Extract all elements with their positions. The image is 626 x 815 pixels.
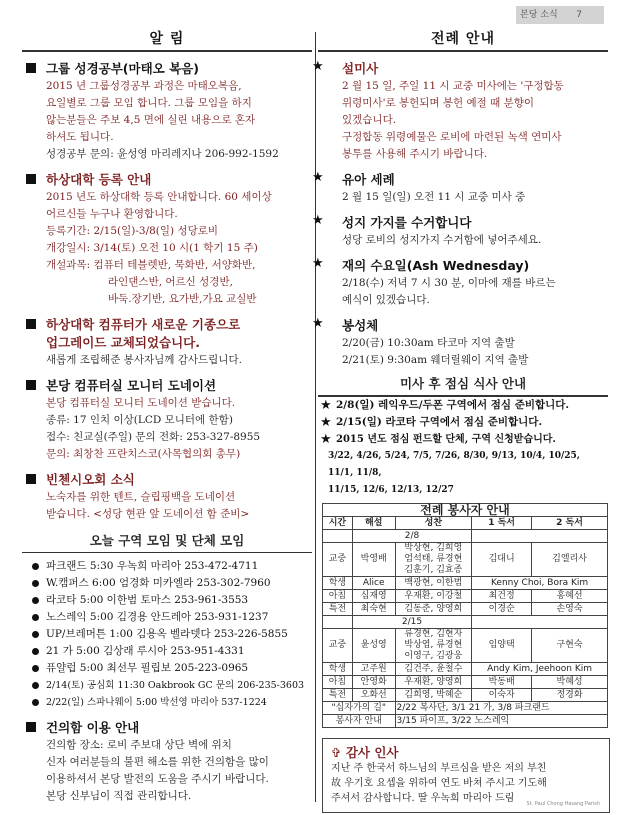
col-header: 해설 [352,517,395,530]
liturgy-line: 있겠습니다. [342,114,397,126]
liturgy-palm-collection [312,213,608,249]
meeting-row [32,660,312,677]
volunteer-row [323,676,608,689]
star-icon: ★ [312,170,324,185]
volunteer-cell: 우재환, 이강철 [395,590,472,603]
page-number: 7 [576,10,582,20]
lunch-row [318,414,608,431]
notice-vincent-society [22,471,312,523]
lunch-dates: 3/22, 4/26, 5/24, 7/5, 7/26, 8/30, 9/13, 10/4, 10/25, 11/1, 11/8, [328,451,580,478]
square-bullet-icon [26,722,36,732]
volunteer-cell: 홍혜선 [532,590,608,603]
notice-title: 빈첸시오회 소식 [46,472,135,487]
notice-line: 신자 여러분들의 불편 해소를 위한 건의함을 많이 [46,756,269,768]
lunch-row [318,397,608,414]
liturgy-column [312,28,608,813]
volunteer-header-row [323,517,608,530]
liturgy-line: 봉투를 사용해 주시기 바랍니다. [342,148,488,160]
volunteer-cell: 교중 [323,629,353,663]
date-cell [472,616,608,629]
notice-line: 개강일시: 3/14(토) 오전 10 시(1 학기 15 주) [46,242,258,254]
dot-bullet-icon [32,682,39,689]
meeting-text: 21 가 5:00 김상래 루시아 253-951-4331 [46,645,245,657]
notice-line: 새롭게 조립해준 봉사자님께 감사드립니다. [46,354,242,366]
volunteer-cell: 구현숙 [532,629,608,663]
volunteer-cell: 최건정 [472,590,532,603]
volunteer-cell: 백광현, 이한범 [395,577,472,590]
notice-line: 요일별로 그룹 모임 합니다. 그룹 모임을 하지 [46,97,252,109]
liturgy-item-title: 설미사 [342,61,379,76]
thanks-line: 주셔서 감사합니다. 딸 우녹희 마리아 드림 [331,793,515,804]
volunteer-table-title: 전례 봉사자 안내 [323,504,608,517]
volunteer-cell: 김희영, 박혜순 [395,689,472,702]
volunteer-cell: 김대니 [472,543,532,577]
thanks-title [331,743,601,761]
volunteer-cell: 윤성영 [352,629,395,663]
liturgy-line: 구정합동 위령예물은 로비에 마련된 녹색 연미사 [342,131,562,143]
cross-label: 봉사자 안내 [323,715,396,728]
volunteer-cell: 학생 [323,577,353,590]
star-icon: ★ [320,432,332,447]
volunteer-row [323,577,608,590]
meeting-text: 노스레익 5:00 김경용 안드레아 253-931-1237 [46,611,269,623]
notice-title: 하상대학 등록 안내 [46,172,152,187]
dot-bullet-icon [32,699,39,706]
cross-schedule: 3/15 파이프, 3/22 노스레익 [395,715,607,728]
notice-line: 본당 컴퓨터실 모니터 도네이션 받습니다. [46,397,236,409]
meeting-row [32,677,312,694]
dot-bullet-icon [32,631,39,638]
notice-title: 본당 컴퓨터실 모니터 도네이션 [46,378,217,393]
volunteer-cell: 특전 [323,689,353,702]
dot-bullet-icon [32,580,39,587]
notice-line: 문의: 최창찬 프란치스코(사목협의회 총무) [46,448,241,460]
meeting-text: UP/브레머튼 1:00 김용옥 벨라뎃다 253-226-5855 [46,628,288,640]
volunteer-cell: 정경화 [532,689,608,702]
notice-line: 이용하셔서 본당 발전의 도움을 주시기 바랍니다. [46,773,269,785]
liturgy-line: 성당 로비의 성지가지 수거함에 넣어주세요. [342,234,542,246]
volunteer-cell: 박동배 [472,676,532,689]
notice-line: 라인댄스반, 어르신 성경반, [108,276,233,288]
date-cell [323,530,353,543]
volunteer-cell: 임양택 [472,629,532,663]
notice-computer-upgrade [22,316,312,369]
date-cell [472,530,608,543]
volunteer-cell: 이숙자 [472,689,532,702]
date-cell: 2/15 [352,616,471,629]
lunch-row [318,431,608,448]
notice-line: 종류: 17 인치 이상(LCD 모니터에 한함) [46,414,233,426]
column-divider [315,32,316,802]
date-row [323,616,608,629]
volunteer-cell: 손영숙 [532,603,608,616]
volunteer-table [322,503,608,728]
volunteer-cell: 학생 [323,663,353,676]
liturgy-communion-visit [312,316,608,369]
dot-bullet-icon [32,614,39,621]
volunteer-cell: 아침 [323,676,353,689]
volunteer-cell: 교중 [323,543,353,577]
footer-parish: St. Paul Chong Hasang Parish [526,801,600,807]
dot-bullet-icon [32,665,39,672]
notice-line: 2015 년도 하상대학 등록 안내합니다. 60 세이상 [46,191,272,203]
notice-line: 개설과목: 컴퓨터 테블렛반, 묵화반, 서양화반, [46,259,256,271]
thanks-line: 故 우기호 요셉을 위하여 연도 바쳐 주시고 기도해 [331,778,547,789]
meeting-row [32,643,312,660]
notice-line: 성경공부 문의: 윤성영 마리레지나 206-992-1592 [46,148,279,160]
date-cell: 2/8 [352,530,471,543]
volunteer-cell: 박혜성 [532,676,608,689]
volunteer-cell: Alice [352,577,395,590]
meeting-row [32,609,312,626]
meetings-list [22,558,312,711]
liturgy-item-title: 봉성체 [342,318,379,333]
notice-line: 바둑.장기반, 요가반,가요 교실반 [108,293,257,305]
star-icon: ★ [312,316,324,331]
lunch-section [318,371,608,499]
volunteer-cell: 이경순 [472,603,532,616]
notice-monitor-donation [22,377,312,463]
square-bullet-icon [26,380,36,390]
meeting-row [32,592,312,609]
notice-line: 어르신들 누구나 환영합니다. [46,208,178,220]
date-row [323,530,608,543]
liturgy-line: 2 월 15 일(일) 오전 11 시 교중 미사 중 [342,191,526,203]
notice-line: 건의함 장소: 로비 주보대 상단 벽에 위치 [46,739,232,751]
star-icon: ★ [312,213,324,228]
notice-hasang-college [22,171,312,308]
lunch-text: 2/15(일) 라코타 구역에서 점심 준비합니다. [336,416,543,428]
notice-title: 하상대학 컴퓨터가 새로운 기종으로 [46,317,241,332]
meeting-text: 2/14(토) 공심회 11:30 Oakbrook GC 문의 206-235-3603 [46,680,305,691]
notice-title: 그룹 성경공부(마태오 복음) [46,61,199,76]
col-header: 시간 [323,517,353,530]
col-header: 1 독서 [472,517,532,530]
square-bullet-icon [26,174,36,184]
thanks-title-text: 감사 인사 [345,745,399,760]
star-icon: ★ [312,59,324,74]
date-cell [323,616,353,629]
liturgy-item-title: 성지 가지를 수거합니다 [342,215,472,230]
liturgy-item-title: 재의 수요일(Ash Wednesday) [342,258,530,273]
volunteer-cell: Kenny Choi, Bora Kim [472,577,608,590]
lunch-title: 미사 후 점심 식사 안내 [318,371,608,397]
volunteer-cell: 특전 [323,603,353,616]
volunteer-row [323,543,608,577]
volunteer-cell: 류경현, 김현자 박상엽, 류경현 이영구, 김광웅 [395,629,472,663]
volunteer-cell: 아침 [323,590,353,603]
col-header: 2 독서 [532,517,608,530]
volunteer-cell: 김엘리사 [532,543,608,577]
volunteer-cell: 김동준, 양영희 [395,603,472,616]
col-header: 성찬 [395,517,472,530]
volunteer-cell: 최숙현 [352,603,395,616]
notice-suggestion-box [22,719,312,805]
meeting-text: 파크랜드 5:30 우녹희 마리아 253-472-4711 [46,560,259,572]
notices-column [22,28,312,805]
volunteer-row [323,603,608,616]
meeting-text: 퓨얄럽 5:00 최선무 필립보 205-223-0965 [46,662,249,674]
star-icon: ★ [320,415,332,430]
liturgy-ash-wednesday [312,256,608,309]
liturgy-line: 2 월 15 일, 주일 11 시 교중 미사에는 '구정합동 [342,80,564,92]
volunteer-cell: 고주원 [352,663,395,676]
meeting-text: 라코타 5:00 이한범 토마스 253-961-3553 [46,594,249,606]
volunteer-cell: 박상현, 김희영 엄석태, 류경현 김훈기, 김효종 [395,543,472,577]
volunteer-cell: 심재영 [352,590,395,603]
header-label: 본당 소식 [520,10,558,20]
volunteer-cell: 우재환, 양영희 [395,676,472,689]
liturgy-new-year-mass [312,59,608,163]
notice-line: 않는분들은 주보 4,5 면에 실린 내용으로 혼자 [46,114,256,126]
notice-line: 받습니다. <성당 현관 앞 도네이션 함 준비> [46,508,250,520]
notice-line: 접수: 친교실(주일) 문의 전화: 253-327-8955 [46,431,261,443]
notice-title-2: 업그레이드 교체되었습니다. [46,335,201,350]
liturgy-line: 2/20(금) 10:30am 타코마 지역 출발 [342,337,515,349]
notice-line: 2015 년 그룹성경공부 과정은 마태오복음, [46,80,242,92]
notice-line: 본당 신부님이 직접 관리합니다. [46,790,192,802]
liturgy-line: 위령미사'로 봉헌되며 봉헌 예절 때 분향이 [342,97,535,109]
volunteer-cell: 김건주, 윤철수 [395,663,472,676]
liturgy-infant-baptism [312,170,608,206]
cross-label: "십자가의 길" [323,702,396,715]
notices-title: 알 림 [22,28,312,52]
cross-row [323,715,608,728]
cross-row [323,702,608,715]
liturgy-title: 전례 안내 [318,28,608,52]
meeting-row [32,694,312,711]
lunch-dates-2: 11/15, 12/6, 12/13, 12/27 [328,485,454,495]
meetings-title: 오늘 구역 모임 및 단체 모임 [22,531,312,553]
dot-bullet-icon [32,563,39,570]
liturgy-item-title: 유아 세례 [342,172,395,187]
cross-schedule: 2/22 복사단, 3/1 21 가, 3/8 파크랜드 [395,702,607,715]
thanks-line: 지난 주 한국서 하느님의 부르심을 받은 저의 부친 [331,763,547,774]
meeting-text: W.캠퍼스 6:00 엄경화 미카엘라 253-302-7960 [46,577,271,589]
liturgy-line: 예식이 있겠습니다. [342,294,430,306]
meeting-row [32,626,312,643]
notice-line: 노숙자를 위한 텐트, 슬립핑백을 도네이션 [46,491,236,503]
lunch-text: 2015 년도 점심 펀드할 단체, 구역 신청받습니다. [336,434,556,445]
square-bullet-icon [26,63,36,73]
volunteer-cell: 오화선 [352,689,395,702]
notice-title: 건의함 이용 안내 [46,720,140,735]
volunteer-row [323,629,608,663]
dot-bullet-icon [32,597,39,604]
square-bullet-icon [26,319,36,329]
volunteer-cell: 박영배 [352,543,395,577]
notice-line: 하셔도 됩니다. [46,131,114,143]
volunteer-cell: Andy Kim, Jeehoon Kim [472,663,608,676]
meeting-text: 2/22(일) 스파나웨이 5:00 박선영 마리아 537-1224 [46,697,267,708]
cross-icon: ✞ [331,745,346,760]
star-icon: ★ [320,398,332,413]
notice-line: 등록기간: 2/15(일)-3/8(일) 성당로비 [46,225,219,237]
notice-bible-study [22,60,312,163]
meeting-row [32,558,312,575]
volunteer-row [323,590,608,603]
volunteer-row [323,663,608,676]
star-icon: ★ [312,256,324,271]
dot-bullet-icon [32,648,39,655]
liturgy-line: 2/18(수) 저녁 7 시 30 분, 이마에 재를 바르는 [342,277,556,289]
volunteer-cell: 안영화 [352,676,395,689]
page-header [516,6,604,24]
volunteer-row [323,689,608,702]
square-bullet-icon [26,474,36,484]
lunch-text: 2/8(일) 레익우드/두폰 구역에서 점심 준비합니다. [336,399,570,411]
liturgy-line: 2/21(토) 9:30am 웨더릴웨이 지역 출발 [342,354,529,366]
meeting-row [32,575,312,592]
